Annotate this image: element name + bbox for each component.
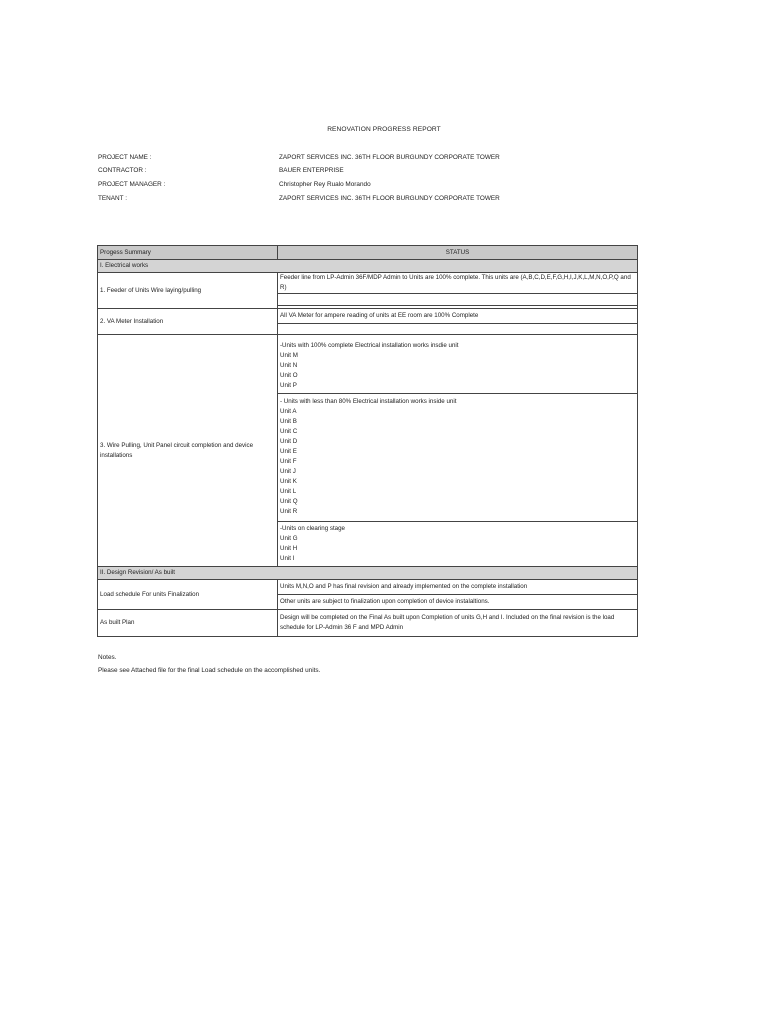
meta-label: PROJECT NAME : (98, 154, 152, 161)
unit-item: Unit E (280, 448, 297, 455)
empty-cell (278, 324, 638, 335)
notes-heading: Notes. (98, 654, 117, 661)
item-status: Other units are subject to finalization upon completion of device instalaltions. (278, 595, 638, 610)
unit-item: Unit O (280, 371, 298, 379)
unit-item: Unit J (280, 468, 296, 475)
header-progress-summary: Progess Summary (98, 246, 278, 260)
meta-value: BAUER ENTERPRISE (279, 167, 344, 174)
units-group-clearing (278, 522, 638, 567)
item-label: 2. VA Meter Installation (98, 309, 278, 335)
section-row (98, 567, 638, 580)
units-group-partial (278, 394, 638, 522)
meta-label: PROJECT MANAGER : (98, 181, 166, 188)
units-group-complete (278, 335, 638, 394)
unit-item: Unit L (280, 488, 297, 495)
table-row (98, 610, 638, 637)
section-row (98, 260, 638, 273)
section-design-revision: II. Design Revision/ As built (98, 567, 638, 580)
table-row (98, 580, 638, 595)
item-status: Feeder line from LP-Admin 36F/MDP Admin to Units are 100% complete. This units are (A,B,C,D,E,F,G,H,I,J,K,L,M,N,O,P,Q and R) (278, 273, 638, 294)
item-status: Units M,N,O and P has final revision and already implemented on the complete installation (278, 580, 638, 595)
section-electrical-works: I. Electrical works (98, 260, 638, 273)
item-status: All VA Meter for ampere reading of units at EE room are 100% Complete (278, 309, 638, 324)
unit-item: Unit Q (280, 498, 298, 505)
unit-item: Unit N (280, 361, 298, 369)
group-title: -Units on clearing stage (280, 525, 346, 532)
meta-value: ZAPORT SERVICES INC. 36TH FLOOR BURGUNDY CORPORATE TOWER (279, 195, 500, 202)
empty-cell (278, 294, 638, 306)
table-header-row (98, 246, 638, 260)
item-label: Load schedule For units Finalization (98, 580, 278, 610)
group-title: - Units with less than 80% Electrical installation works inside unit (280, 398, 457, 405)
unit-item: Unit P (280, 381, 297, 389)
header-status: STATUS (278, 246, 638, 260)
item-status: Design will be completed on the Final As built upon Completion of units G,H and I. Included on the final revision is the load schedule for LP-Admin 36 F and MPD Admin (278, 610, 638, 637)
item-label: 1. Feeder of Units Wire laying/pulling (98, 273, 278, 309)
unit-item: Unit R (280, 508, 298, 515)
group-title: -Units with 100% complete Electrical installation works insdie unit (280, 341, 459, 349)
meta-value: ZAPORT SERVICES INC. 36TH FLOOR BURGUNDY CORPORATE TOWER (279, 154, 500, 161)
unit-item: Unit I (280, 555, 295, 562)
unit-item: Unit D (280, 438, 298, 445)
unit-item: Unit C (280, 428, 298, 435)
unit-item: Unit H (280, 545, 298, 552)
table-row (98, 309, 638, 324)
notes-text: Please see Attached file for the final Load schedule on the accomplished units. (98, 667, 321, 674)
progress-table (97, 245, 638, 637)
meta-label: TENANT : (98, 195, 127, 202)
unit-item: Unit B (280, 418, 297, 425)
unit-item: Unit M (280, 351, 298, 359)
table-row (98, 273, 638, 294)
item-label: 3. Wire Pulling, Unit Panel circuit completion and device installations (98, 335, 278, 567)
item-label: As built Plan (98, 610, 278, 637)
unit-item: Unit A (280, 408, 297, 415)
meta-value: Christopher Rey Rualo Morando (279, 181, 371, 188)
unit-item: Unit K (280, 478, 297, 485)
report-title: RENOVATION PROGRESS REPORT (327, 126, 441, 133)
unit-item: Unit F (280, 458, 297, 465)
meta-label: CONTRACTOR : (98, 167, 147, 174)
unit-item: Unit G (280, 535, 298, 542)
table-row (98, 335, 638, 394)
